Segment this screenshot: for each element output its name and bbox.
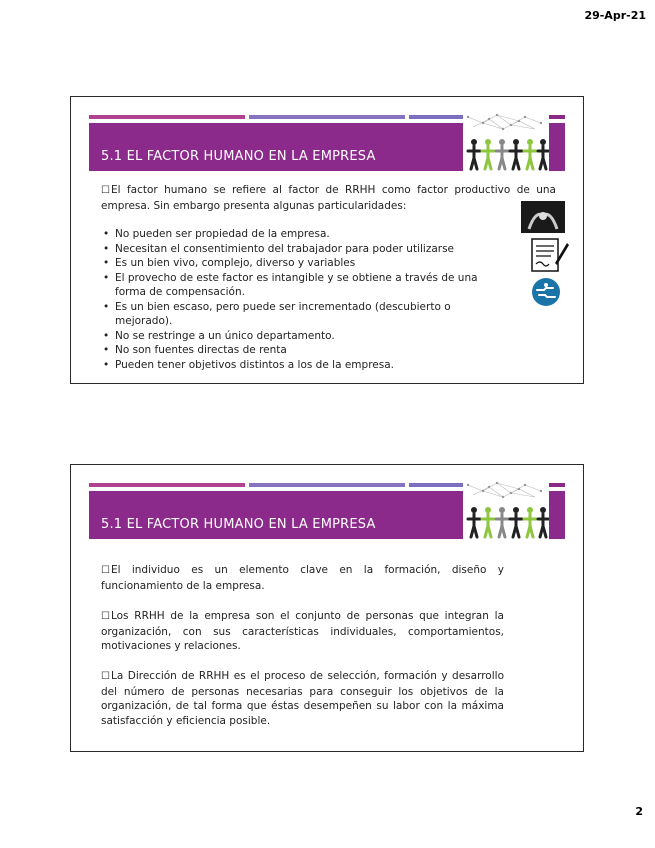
bullet-list bbox=[101, 227, 511, 372]
contract-signing-icon bbox=[529, 237, 569, 273]
people-network-icon bbox=[463, 111, 549, 173]
paragraph-text: El individuo es un elemento clave en la formación, diseño y funcionamiento de la empresa. bbox=[101, 564, 504, 592]
intro-paragraph bbox=[101, 183, 556, 213]
page-number: 2 bbox=[635, 805, 643, 818]
hand-hand-circle-icon bbox=[531, 277, 561, 307]
top-accent-bar bbox=[549, 483, 565, 487]
paragraph bbox=[101, 609, 504, 654]
list-item: • No son fuentes directas de renta bbox=[101, 343, 511, 358]
checkbox-bullet-icon: ☐ bbox=[101, 611, 110, 622]
list-item: • No pueden ser propiedad de la empresa. bbox=[101, 227, 511, 242]
list-item: • Necesitan el consentimiento del trabajador para poder utilizarse bbox=[101, 242, 511, 257]
list-item: • Pueden tener objetivos distintos a los de la empresa. bbox=[101, 358, 511, 373]
people-network-icon bbox=[463, 479, 549, 541]
intro-text: El factor humano se refiere al factor de RRHH como factor productivo de una empresa. Sin embargo presenta algunas particularidades: bbox=[101, 184, 556, 212]
top-accent-bar bbox=[549, 115, 565, 119]
slide-title: 5.1 EL FACTOR HUMANO EN LA EMPRESA bbox=[101, 149, 376, 164]
top-accent-bar bbox=[409, 115, 465, 119]
slide-1 bbox=[70, 96, 584, 384]
top-accent-bar bbox=[409, 483, 465, 487]
list-item: • Es un bien vivo, complejo, diverso y variables bbox=[101, 256, 511, 271]
list-item: • No se restringe a un único departamento. bbox=[101, 329, 511, 344]
page-date: 29-Apr-21 bbox=[584, 9, 646, 22]
top-accent-bar bbox=[249, 115, 405, 119]
checkbox-bullet-icon: ☐ bbox=[101, 185, 110, 196]
handshake-photo-icon bbox=[521, 201, 565, 233]
top-accent-bar bbox=[89, 115, 245, 119]
paragraph-text: Los RRHH de la empresa son el conjunto de personas que integran la organización, con sus características individuales, comportamientos, motivaciones y relaciones. bbox=[101, 610, 504, 652]
paragraph bbox=[101, 563, 504, 593]
top-accent-bar bbox=[249, 483, 405, 487]
list-item: • El provecho de este factor es intangible y se obtiene a través de una forma de compensación. bbox=[101, 271, 511, 300]
checkbox-bullet-icon: ☐ bbox=[101, 671, 110, 682]
top-accent-bar bbox=[89, 483, 245, 487]
checkbox-bullet-icon: ☐ bbox=[101, 565, 110, 576]
paragraph bbox=[101, 669, 504, 728]
list-item: • Es un bien escaso, pero puede ser incrementado (descubierto o mejorado). bbox=[101, 300, 511, 329]
paragraph-text: La Dirección de RRHH es el proceso de selección, formación y desarrollo del número de personas necesarias para conseguir los objetivos de la organización, de tal forma que éstas desempeñen su labor con la máxima satisfacción y eficiencia posible. bbox=[101, 670, 504, 727]
slide-2 bbox=[70, 464, 584, 752]
slide-title: 5.1 EL FACTOR HUMANO EN LA EMPRESA bbox=[101, 517, 376, 532]
